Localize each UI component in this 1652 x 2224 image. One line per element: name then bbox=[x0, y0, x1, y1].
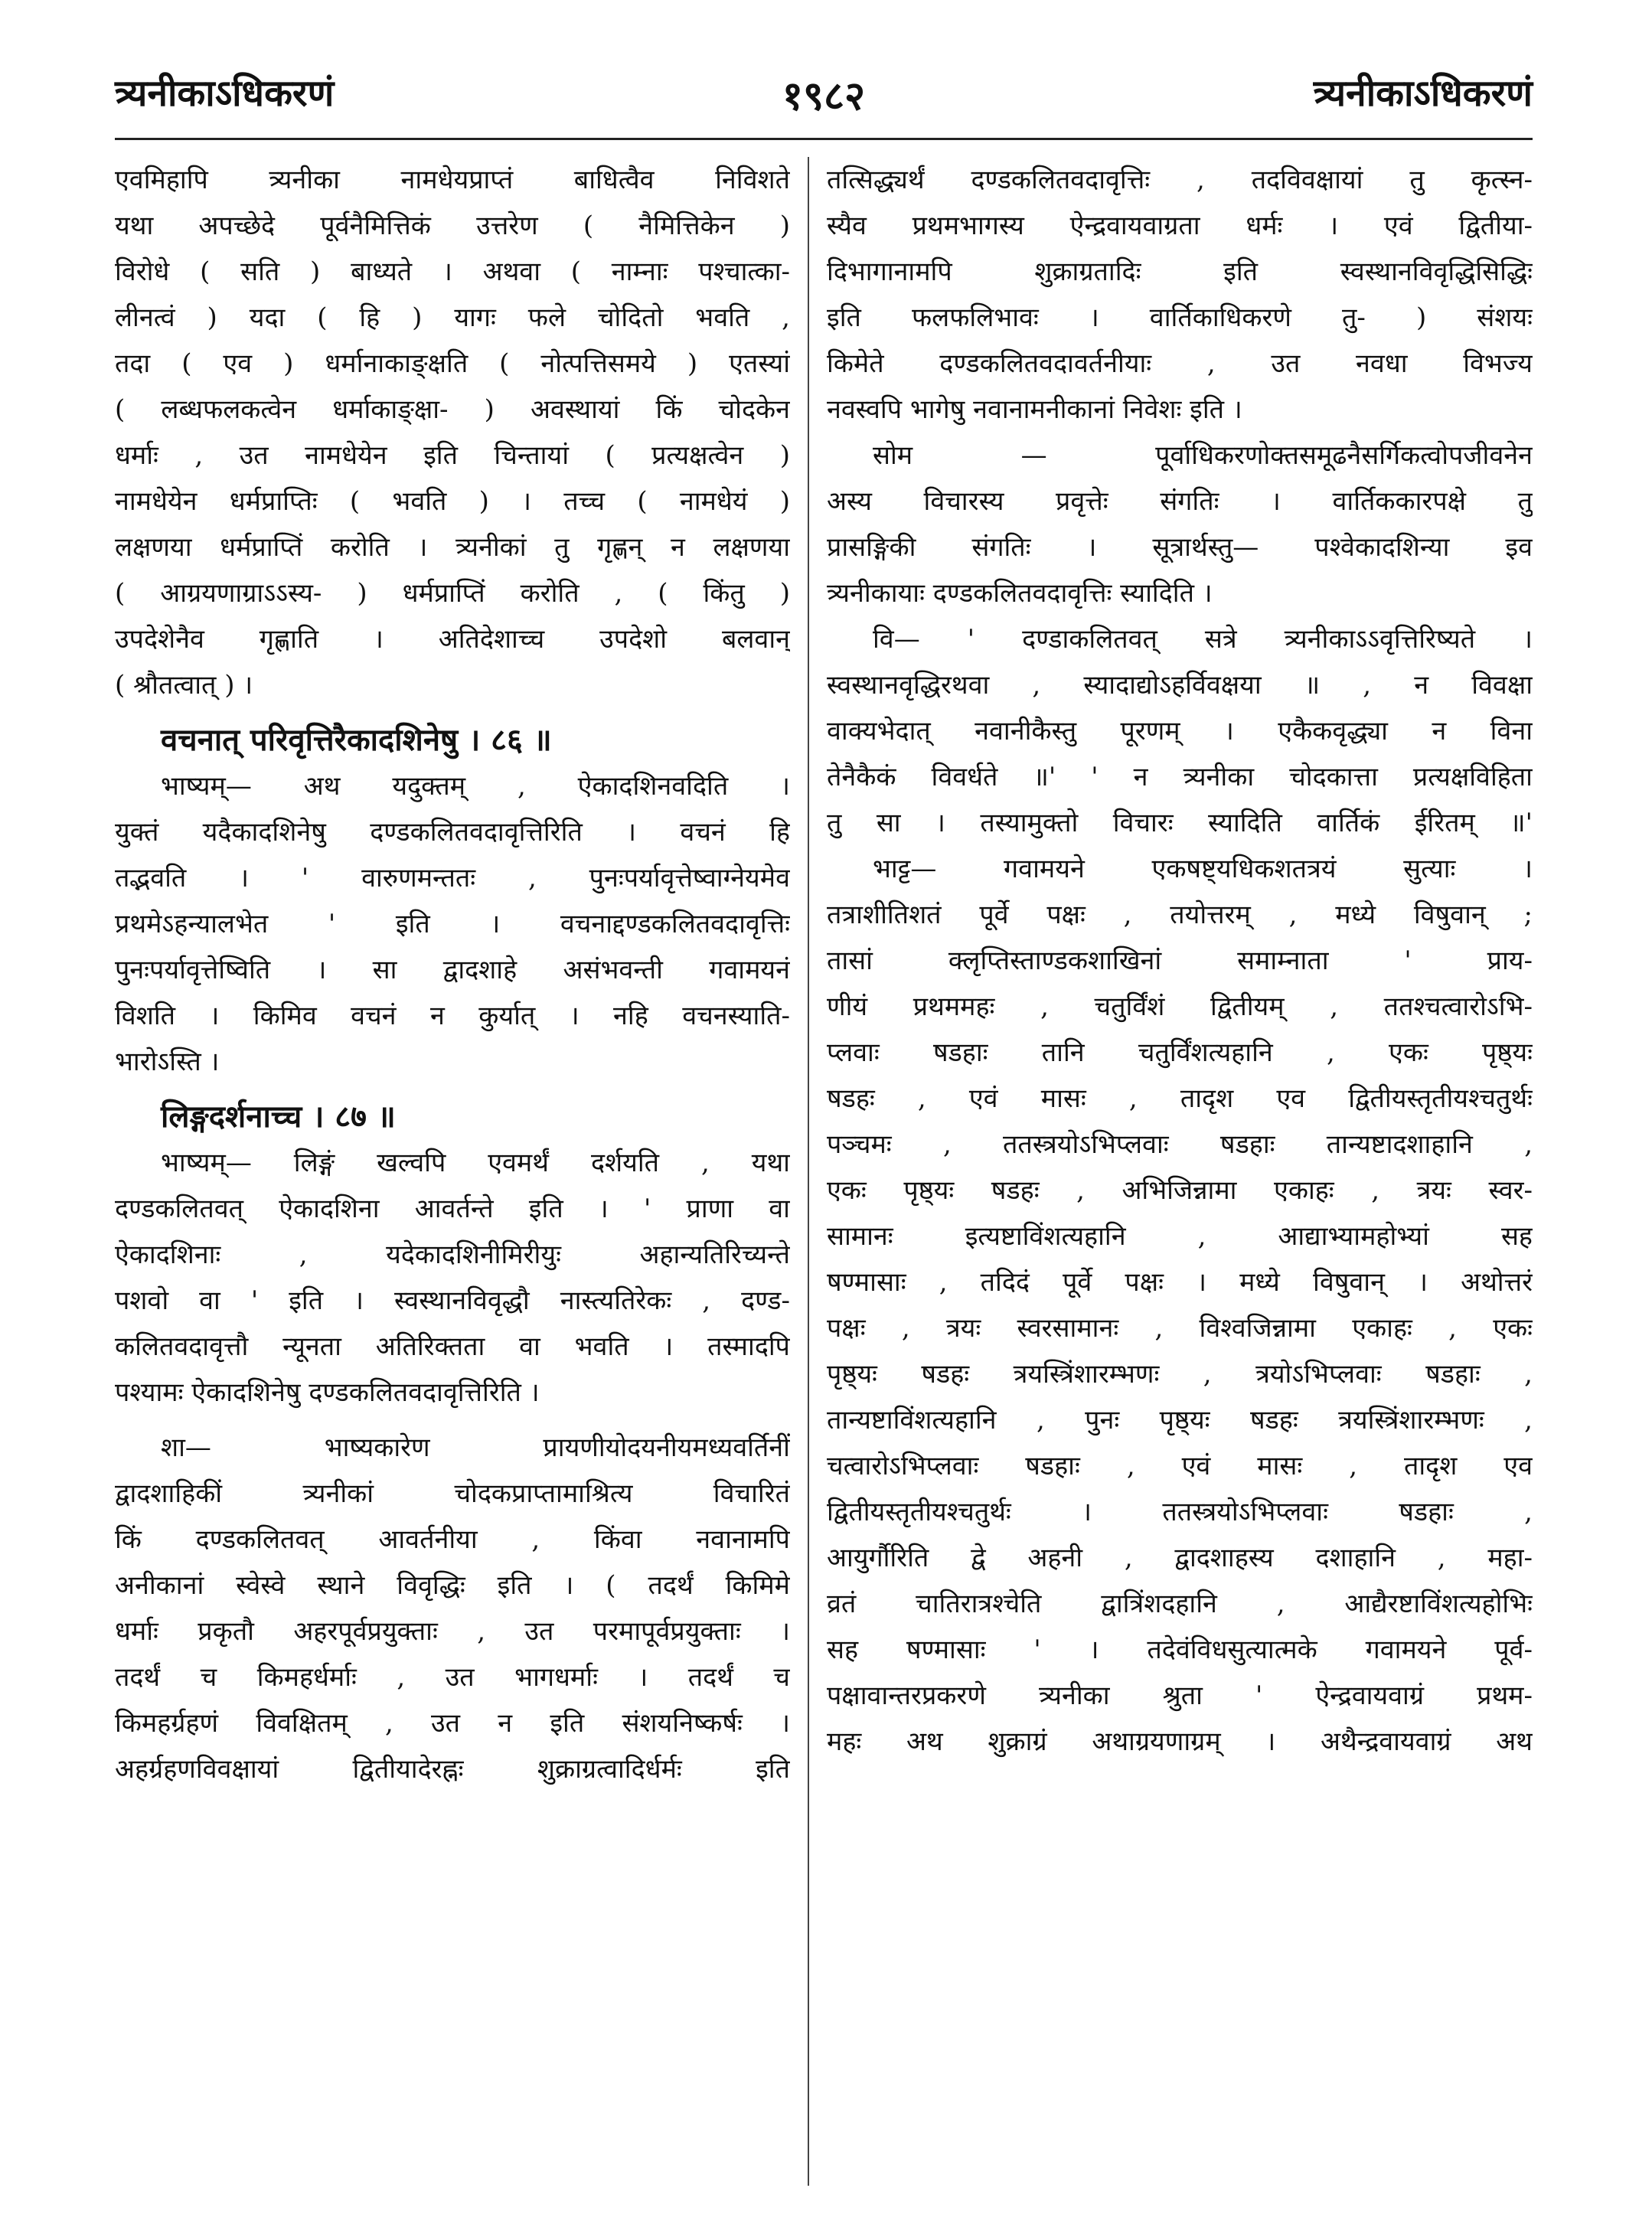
text-line: ( आग्रयणाग्राऽऽस्य- ) धर्मप्राप्तिं करोति , ( किंतु ) bbox=[115, 578, 790, 609]
text-line: प्रथमेऽहन्यालभेत ' इति । वचनाद्दण्डकलितवदावृत्तिः bbox=[115, 909, 790, 939]
text-line: एकः पृष्ठ्यः षडहः , अभिजिन्नामा एकाहः , त्रयः स्वर- bbox=[827, 1175, 1533, 1206]
text-line: दिभागानामपि शुक्राग्रतादिः इति स्वस्थानविवृद्धिसिद्धिः bbox=[827, 256, 1533, 287]
text-line: किमहर्ग्रहणं विवक्षितम् , उत न इति संशयनिष्कर्षः । bbox=[115, 1708, 790, 1739]
text-line: विरोधे ( सति ) बाध्यते । अथवा ( नाम्नाः पश्चात्का- bbox=[115, 256, 790, 287]
page-number: १९८२ bbox=[782, 73, 866, 119]
text-line: भारोऽस्ति । bbox=[115, 1047, 220, 1077]
text-line: स्यैव प्रथमभागस्य ऐन्द्रवायवाग्रता धर्मः । एवं द्वितीया- bbox=[827, 211, 1533, 241]
text-line: प्लवाः षडहाः तानि चतुर्विंशत्यहानि , एकः पृष्ठ्यः bbox=[827, 1037, 1533, 1068]
left-column bbox=[115, 157, 790, 1792]
text-line: लक्षणया धर्मप्राप्तिं करोति । त्र्यनीकां तु गृह्णन् न लक्षणया bbox=[115, 532, 790, 563]
text-line: लीनत्वं ) यदा ( हि ) यागः फले चोदितो भवति , bbox=[115, 302, 790, 333]
text-line: द्वितीयस्तृतीयश्चतुर्थः । ततस्त्रयोऽभिप्लवाः षडहाः , bbox=[827, 1497, 1533, 1527]
text-line: प्रासङ्गिकी संगतिः । सूत्रार्थस्तु— पश्वेकादशिन्या इव bbox=[827, 532, 1533, 563]
text-line: इति फलफलिभावः । वार्तिकाधिकरणे तु- ) संशयः bbox=[827, 302, 1533, 333]
text-line: वि— ' दण्डाकलितवत् सत्रे त्र्यनीकाऽऽवृत्तिरिष्यते । bbox=[873, 624, 1533, 655]
text-line: शा— भाष्यकारेण प्रायणीयोदयनीयमध्यवर्तिनीं bbox=[161, 1432, 790, 1463]
text-line: ( श्रौतत्वात् ) । bbox=[115, 670, 253, 701]
sutra-heading: लिङ्गदर्शनाच्च । ८७ ॥ bbox=[161, 1099, 396, 1135]
text-line: महः अथ शुक्राग्रं अथाग्रयणाग्रम् । अथैन्द्रवायवाग्रं अथ bbox=[827, 1726, 1533, 1757]
text-line: सामानः इत्यष्टाविंशत्यहानि , आद्याभ्यामहोभ्यां सह bbox=[827, 1221, 1533, 1252]
running-header bbox=[115, 60, 1533, 129]
text-line: धर्माः , उत नामधेयेन इति चिन्तायां ( प्रत्यक्षत्वेन ) bbox=[115, 440, 790, 471]
text-line: पशवो वा ' इति । स्वस्थानविवृद्धौ नास्त्यतिरेकः , दण्ड- bbox=[115, 1285, 790, 1316]
text-line: तेनैकैकं विवर्धते ॥' ' न त्र्यनीका चोदकात्ता प्रत्यक्षविहिता bbox=[827, 762, 1533, 792]
text-line: तत्राशीतिशतं पूर्वे पक्षः , तयोत्तरम् , मध्ये विषुवान् ; bbox=[827, 900, 1533, 930]
text-line: तान्यष्टाविंशत्यहानि , पुनः पृष्ठ्यः षडहः त्रयस्त्रिंशारम्भणः , bbox=[827, 1405, 1533, 1435]
text-line: पश्यामः ऐकादशिनेषु दण्डकलितवदावृत्तिरिति । bbox=[115, 1377, 540, 1408]
text-line: भाट्ट— गवामयने एकषष्ट्यधिकशतत्रयं सुत्याः । bbox=[873, 854, 1533, 884]
text-line: पुनःपर्यावृत्तेष्विति । सा द्वादशाहे असंभवन्ती गवामयनं bbox=[115, 955, 790, 985]
text-line: भाष्यम्— लिङ्गं खल्वपि एवमर्थं दर्शयति , यथा bbox=[161, 1148, 790, 1178]
text-line: सोम — पूर्वाधिकरणोक्तसमूढनैसर्गिकत्वोपजीवनेन bbox=[873, 440, 1533, 471]
text-line: त्र्यनीकायाः दण्डकलितवदावृत्तिः स्यादिति । bbox=[827, 578, 1213, 609]
text-line: पृष्ठ्यः षडहः त्रयस्त्रिंशारम्भणः , त्रयोऽभिप्लवाः षडहाः , bbox=[827, 1359, 1533, 1390]
text-line: दण्डकलितवत् ऐकादशिना आवर्तन्ते इति । ' प्राणा वा bbox=[115, 1194, 790, 1224]
text-line: किं दण्डकलितवत् आवर्तनीया , किंवा नवानामपि bbox=[115, 1524, 790, 1555]
text-line: नामधेयेन धर्मप्राप्तिः ( भवति ) । तच्च ( नामधेयं ) bbox=[115, 486, 790, 517]
text-line: णीयं प्रथममहः , चतुर्विंशं द्वितीयम् , ततश्चत्वारोऽभि- bbox=[827, 991, 1533, 1022]
text-line: नवस्वपि भागेषु नवानामनीकानां निवेशः इति । bbox=[827, 394, 1242, 425]
text-line: सह षण्मासाः ' । तदेवंविधसुत्यात्मके गवामयने पूर्व- bbox=[827, 1635, 1533, 1665]
text-line: विशति । किमिव वचनं न कुर्यात् । नहि वचनस्याति- bbox=[115, 1001, 790, 1031]
text-line: अस्य विचारस्य प्रवृत्तेः संगतिः । वार्तिककारपक्षे तु bbox=[827, 486, 1533, 517]
text-line: तत्सिद्ध्यर्थं दण्डकलितवदावृत्तिः , तदविवक्षायां तु कृत्स्न- bbox=[827, 165, 1533, 195]
text-line: पक्षः , त्रयः स्वरसामानः , विश्वजिन्नामा एकाहः , एकः bbox=[827, 1313, 1533, 1344]
text-line: ऐकादशिनाः , यदेकादशिनीमिरीयुः अहान्यतिरिच्यन्ते bbox=[115, 1239, 790, 1270]
text-line: अनीकानां स्वेस्वे स्थाने विवृद्धिः इति । ( तदर्थं किमिमे bbox=[115, 1570, 790, 1601]
sutra-heading: वचनात् परिवृत्तिरैकादशिनेषु । ८६ ॥ bbox=[161, 722, 552, 758]
text-line: स्वस्थानवृद्धिरथवा , स्यादाद्योऽहर्विवक्षया ॥ , न विवक्षा bbox=[827, 670, 1533, 701]
text-line: पक्षावान्तरप्रकरणे त्र्यनीका श्रुता ' ऐन्द्रवायवाग्रं प्रथम- bbox=[827, 1680, 1533, 1711]
text-line: तदा ( एव ) धर्मानाकाङ्क्षति ( नोत्पत्तिसमये ) एतस्यां bbox=[115, 348, 790, 379]
text-line: वाक्यभेदात् नवानीकैस्तु पूरणम् । एकैकवृद्ध्या न विना bbox=[827, 716, 1533, 746]
text-line: एवमिहापि त्र्यनीका नामधेयप्राप्तं बाधित्वैव निविशते bbox=[115, 165, 790, 195]
text-line: षडहः , एवं मासः , तादृश एव द्वितीयस्तृतीयश्चतुर्थः bbox=[827, 1083, 1533, 1114]
text-line: द्वादशाहिकीं त्र्यनीकां चोदकप्राप्तामाश्रित्य विचारितं bbox=[115, 1478, 790, 1509]
text-line: कलितवदावृत्तौ न्यूनता अतिरिक्तता वा भवति । तस्मादपि bbox=[115, 1331, 790, 1362]
header-left-title: त्र्यनीकाऽधिकरणं bbox=[115, 72, 335, 115]
text-line: तासां क्लृप्तिस्ताण्डकशाखिनां समाम्नाता ' प्राय- bbox=[827, 945, 1533, 976]
text-line: किमेते दण्डकलितवदावर्तनीयाः , उत नवधा विभज्य bbox=[827, 348, 1533, 379]
text-line: यथा अपच्छेदे पूर्वनैमित्तिकं उत्तरेण ( नैमित्तिकेन ) bbox=[115, 211, 790, 241]
text-line: अहर्ग्रहणविवक्षायां द्वितीयादेरह्नः शुक्राग्रत्वादिर्धर्मः इति bbox=[115, 1754, 790, 1785]
text-line: तदर्थं च किमहर्धर्माः , उत भागधर्माः । तदर्थं च bbox=[115, 1662, 790, 1693]
text-line: तु सा । तस्यामुक्तो विचारः स्यादिति वार्तिकं ईरितम् ॥' bbox=[827, 808, 1533, 838]
right-column bbox=[827, 157, 1533, 1765]
header-right-title: त्र्यनीकाऽधिकरणं bbox=[1313, 72, 1533, 115]
text-line: तद्भवति । ' वारुणमन्ततः , पुनःपर्यावृत्तेष्वाग्नेयमेव bbox=[115, 863, 790, 893]
text-line: आयुर्गौरिति द्वे अहनी , द्वादशाहस्य दशाहानि , महा- bbox=[827, 1543, 1533, 1573]
text-line: व्रतं चातिरात्रश्चेति द्वात्रिंशदहानि , आद्यैरष्टाविंशत्यहोभिः bbox=[827, 1589, 1533, 1619]
text-line: चत्वारोऽभिप्लवाः षडहाः , एवं मासः , तादृश एव bbox=[827, 1451, 1533, 1481]
text-line: भाष्यम्— अथ यदुक्तम् , ऐकादशिनवदिति । bbox=[161, 771, 790, 802]
text-line: पञ्चमः , ततस्त्रयोऽभिप्लवाः षडहाः तान्यष्टादशाहानि , bbox=[827, 1129, 1533, 1160]
text-line: युक्तं यदैकादशिनेषु दण्डकलितवदावृत्तिरिति । वचनं हि bbox=[115, 817, 790, 847]
text-line: उपदेशेनैव गृह्णाति । अतिदेशाच्च उपदेशो बलवान् bbox=[115, 624, 790, 655]
column-divider bbox=[808, 157, 809, 2186]
text-line: धर्माः प्रकृतौ अहरपूर्वप्रयुक्ताः , उत परमापूर्वप्रयुक्ताः । bbox=[115, 1616, 790, 1647]
text-line: षण्मासाः , तदिदं पूर्वे पक्षः । मध्ये विषुवान् । अथोत्तरं bbox=[827, 1267, 1533, 1298]
text-line: ( लब्धफलकत्वेन धर्माकाङ्क्षा- ) अवस्थायां किं चोदकेन bbox=[115, 394, 790, 425]
header-rule bbox=[115, 138, 1533, 140]
